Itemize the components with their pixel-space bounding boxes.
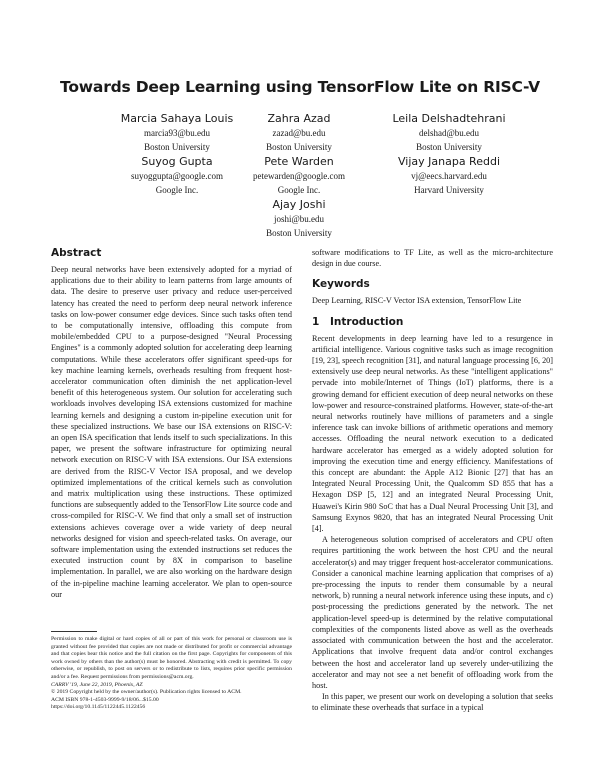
- author-email[interactable]: vj@eecs.harvard.edu: [411, 171, 487, 181]
- author-name: Marcia Sahaya Louis: [120, 112, 234, 125]
- author-name: Ajay Joshi: [272, 198, 326, 211]
- section-number: 1: [312, 315, 320, 328]
- author-affiliation: Google Inc.: [277, 185, 321, 195]
- copyright-line: © 2019 Copyright held by the owner/author(s). Publication rights licensed to ACM.: [51, 689, 242, 696]
- author-affiliation: Boston University: [144, 142, 210, 152]
- doi-link[interactable]: https://doi.org/10.1145/1122445.1122456: [51, 704, 146, 711]
- author-block: [354, 155, 544, 197]
- abstract-text: Deep neural networks have been extensively adopted for a myriad of applications due to their ability to learn patterns from large amounts of data. The desire to preserve user privacy and reduce user-perceived latency has created the need to perform deep neural network inference tasks on low-power consumer edge devices. Since such tasks often tend to be computationally intensive, offloading this compute from mobile/embedded CPU to a purpose-designed "Neural Processing Engines" is a commonly adopted solution for accelerating deep learning computations. While these accelerators offer significant speed-ups for key machine learning kernels, overheads resulting from frequent host-accelerator communication often diminish the net application-level benefit of this heterogeneous system. Our solution for accelerating such workloads involves developing ISA extensions customized for machine learning kernels and designing a custom in-pipeline execution unit for these specialized instructions. We base our ISA extensions on RISC-V: an open ISA specification that lends itself to such specializations. In this paper, we present the software infrastructure for optimizing neural network execution on RISC-V with ISA extensions. Our ISA extensions are derived from the RISC-V Vector ISA proposal, and we develop optimized implementations of the critical kernels such as convolution and matrix multiplication using these instructions. These optimized functions are subsequently added to the TensorFlow Lite source code and cross-compiled for RISC-V. We find that only a small set of instruction extensions achieves coverage over a wide variety of deep neural networks designed for vision and speech-related tasks. On average, our software implementation using the extended instructions set reduces the executed instruction count by 8X in comparison to baseline implementation. In parallel, we are also working on the hardware design of the in-pipeline machine learning accelerator. We plan to open-source our: [51, 265, 292, 599]
- author-affiliation: Harvard University: [414, 185, 484, 195]
- author-name: Suyog Gupta: [141, 155, 213, 168]
- author-affiliation: Google Inc.: [155, 185, 199, 195]
- author-email[interactable]: petewarden@google.com: [252, 171, 345, 181]
- intro-paragraph: A heterogeneous solution comprised of accelerators and CPU often requires partitioning the work between the host CPU and the neural accelerator(s) and may trigger frequent host-accelerator communications. Consider a canonical machine learning application that comprises of a) pre-processing the inputs to render them consumable by a neural network, b) running a neural network inference using these inputs, and c) post-processing the predictions generated by the network. The net application-level speed-up is determined by the relative computational complexities of the components listed above as well as the overheads associated with communication between the host and the accelerator. Applications that involve frequent data and/or control exchanges between the host and accelerator land up severely under-utilizing the accelerator and may not see a net benefit of offloading work from the host.: [312, 535, 553, 690]
- venue-line: CARRV '19, June 22, 2019, Phoenix, AZ: [51, 681, 143, 688]
- keywords-heading: Keywords: [312, 278, 370, 291]
- section-title: Introduction: [330, 315, 404, 328]
- intro-paragraph: In this paper, we present our work on developing a solution that seeks to eliminate these overheads that surface in a typical: [312, 692, 553, 713]
- left-column: [51, 247, 292, 600]
- author-affiliation: Boston University: [416, 142, 482, 152]
- abstract-heading: Abstract: [51, 247, 102, 259]
- author-email[interactable]: joshi@bu.edu: [273, 214, 325, 224]
- author-email[interactable]: suyoggupta@google.com: [130, 171, 224, 181]
- paper-title: Towards Deep Learning using TensorFlow Lite on RISC-V: [60, 78, 540, 96]
- author-name: Zahra Azad: [267, 112, 331, 125]
- author-name: Pete Warden: [264, 155, 334, 168]
- author-affiliation: Boston University: [266, 228, 332, 238]
- right-column: [312, 247, 553, 714]
- author-email[interactable]: marcia93@bu.edu: [143, 128, 210, 138]
- keywords-text: Deep Learning, RISC-V Vector ISA extension, TensorFlow Lite: [312, 296, 522, 306]
- author-email[interactable]: zazad@bu.edu: [272, 128, 326, 138]
- introduction-heading: [312, 316, 553, 328]
- isbn-line: ACM ISBN 978-1-4503-9999-9/18/06...$15.00: [51, 696, 159, 703]
- author-name: Vijay Janapa Reddi: [398, 155, 500, 168]
- author-affiliation: Boston University: [266, 142, 332, 152]
- copyright-footnote: [51, 636, 292, 712]
- permission-notice: Permission to make digital or hard copies of all or part of this work for personal or classroom use is granted without fee provided that copies are not made or distributed for profit or commercial advantage and that copies bear this notice and the full citation on the first page. Copyrights for components of this work owned by others than the author(s) must be honored. Abstracting with credit is permitted. To copy otherwise, or republish, to post on servers or to redistribute to lists, requires prior specific permission and/or a fee. Request permissions from permissions@acm.org.: [51, 636, 292, 680]
- author-email[interactable]: delshad@bu.edu: [418, 128, 480, 138]
- author-name: Leila Delshadtehrani: [392, 112, 506, 125]
- footnote-rule: [51, 631, 97, 632]
- intro-paragraph: Recent developments in deep learning have led to a resurgence in artificial intelligence. Various cognitive tasks such as image recognition [19, 23], speech recognition [31], and natural language processing [6, 20] extensively use deep neural networks. As these "intelligent applications" pervade into mobile/Internet of Things (IoT) platforms, there is a growing demand for efficient execution of deep neural networks on these low-power and resource-constrained platforms. However, state-of-the-art neural networks routinely have millions of parameters and a single inference task can invoke billions of arithmetic operations and memory accesses. Offloading the neural network execution to a dedicated hardware accelerator has emerged as a widely adopted solution for improving the execution time and energy efficiency. Manifestations of this concept are abundant: the Apple A12 Bionic [27] that has an Integrated Neural Processing Unit, the Qualcomm SD 855 that has a Hexagon DSP [5, 12] and an integrated Neural Processing Unit, Huawei's Kirin 980 SoC that has a Dual Neural Processing Unit [3], and Samsung Exynos 9820, that has an integrated Neural Processing Unit [4].: [312, 333, 553, 534]
- author-block: [204, 198, 394, 240]
- author-block: [354, 112, 544, 154]
- abstract-continuation: software modifications to TF Lite, as well as the micro-architecture design in due course.: [312, 248, 553, 269]
